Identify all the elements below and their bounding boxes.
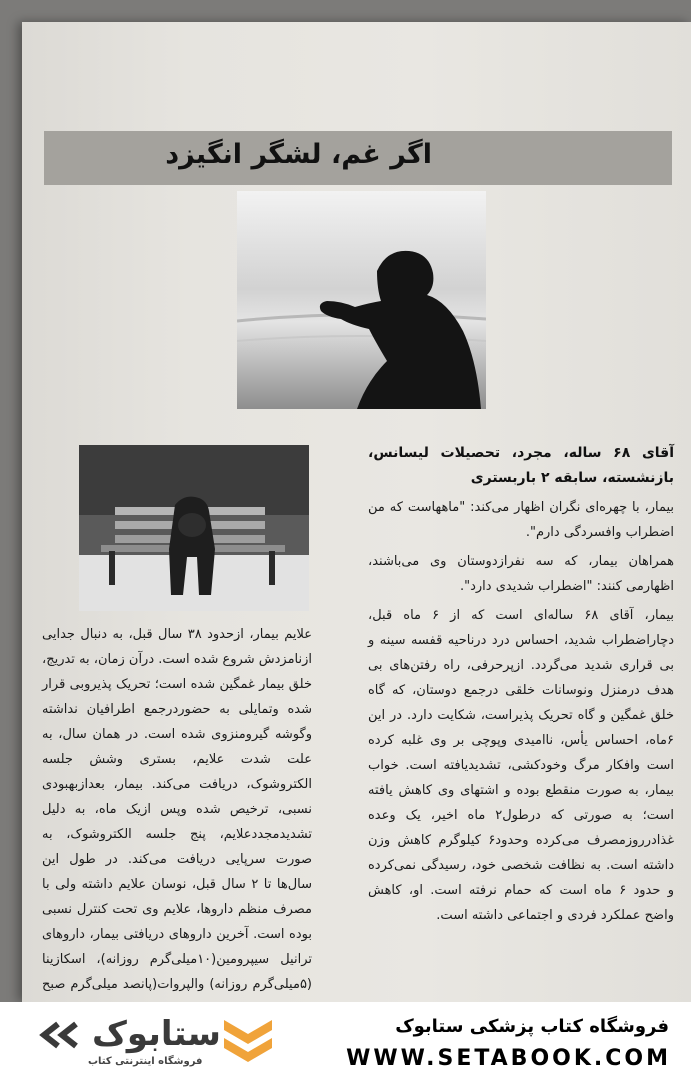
left-column — [42, 622, 312, 1022]
article-title: اگر غم، لشگر انگیزد — [165, 139, 432, 170]
patient-heading: آقای ۶۸ ساله، مجرد، تحصیلات لیسانس، بازنشسته، سابقه ۲ باربستری — [368, 445, 674, 486]
paragraph: بیمار، با چهره‌ای نگران اظهار می‌کند: "ماههاست که من اضطراب وافسردگی دارم". — [368, 500, 674, 540]
bench-photo — [79, 445, 309, 611]
setabook-logo[interactable] — [30, 1008, 280, 1074]
footer-banner — [0, 1002, 691, 1080]
logo-tagline: فروشگاه اینترنتی کتاب — [88, 1056, 203, 1067]
main-photo — [237, 191, 486, 409]
double-chevron-icon — [34, 1020, 90, 1050]
paragraph: علایم بیمار، ازحدود ۳۸ سال قبل، به دنبال جدایی ازنامزدش شروع شده است. درآن زمان، به تدریج، خلق بیمار غمگین شده است؛ تحریک پذیروبی قرار شده وتمایلی به حضوردرجمع اطرافیان نداشته وگوشه گیرومنزوی شده است. در همان سال، به علت شدت علایم، بستری وشش جلسه الکتروشوک، دریافت می‌کند. بیمار، بعدازبهبودی نسبی، ترخیص شده وپس ازیک ماه، به دلیل تشدیدمجددعلایم، پنج جلسه الکتروشوک، به صورت سرپایی دریافت می‌کند. در طول این سال‌ها تا ۲ سال قبل، نوسان علایم داشته ولی با مصرف منظم داروها، علایم وی تحت کنترل نسبی بوده است. آخرین داروهای دریافتی بیمار، داروهای ترانیل سیپرومین(۱۰میلی‌گرم روزانه)، اسکازینا (۵میلی‌گرم روزانه) والپروات(پانصد میلی‌گرم صبح — [42, 627, 313, 992]
sad-man-silhouette-image — [237, 191, 486, 409]
title-bar — [44, 131, 672, 185]
paragraph: همراهان بیمار، که سه نفرازدوستان وی می‌باشند، اظهارمی کنند: "اضطراب شدیدی دارد". — [368, 554, 674, 594]
shop-name: فروشگاه کتاب پزشکی ستابوک — [395, 1016, 669, 1037]
shop-url-link[interactable]: WWW.SETABOOK.COM — [346, 1046, 671, 1071]
man-on-bench-image — [79, 445, 309, 611]
logo-wordmark: ستابوک — [92, 1014, 221, 1054]
paragraph: بیمار، آقای ۶۸ ساله‌ای است که از ۶ ماه قبل، دچاراضطراب شدید، احساس درد درناحیه قفسه سینه و بی قراری شدید می‌گردد. ازپرحرفی، راه رفتن‌های بی هدف درمنزل ونوسانات خلقی درجمع دوستان، که گاه خلق غمگین و گاه تحریک پذیراست، شکایت دارد. در این ۶ماه، احساس یأس، ناامیدی وپوچی بر وی غلبه کرده است وافکار مرگ وخودکشی، تشدیدیافته است. خواب بیمار، به صورت منقطع بوده و اشتهای وی کاهش یافته است؛ به صورتی که درطول۲ ماه اخیر، یک وعده غذادرروزمصرف می‌کرده وحدود۶ کیلوگرم کاهش وزن داشته است. به نظافت شخصی خود، رسیدگی نمی‌کرده و حدود ۶ ماه است که حمام نرفته است. او، کاهش واضح عملکرد فردی و اجتماعی داشته است. — [368, 608, 675, 923]
setabook-mark-icon — [220, 1014, 276, 1070]
right-column — [368, 441, 674, 928]
